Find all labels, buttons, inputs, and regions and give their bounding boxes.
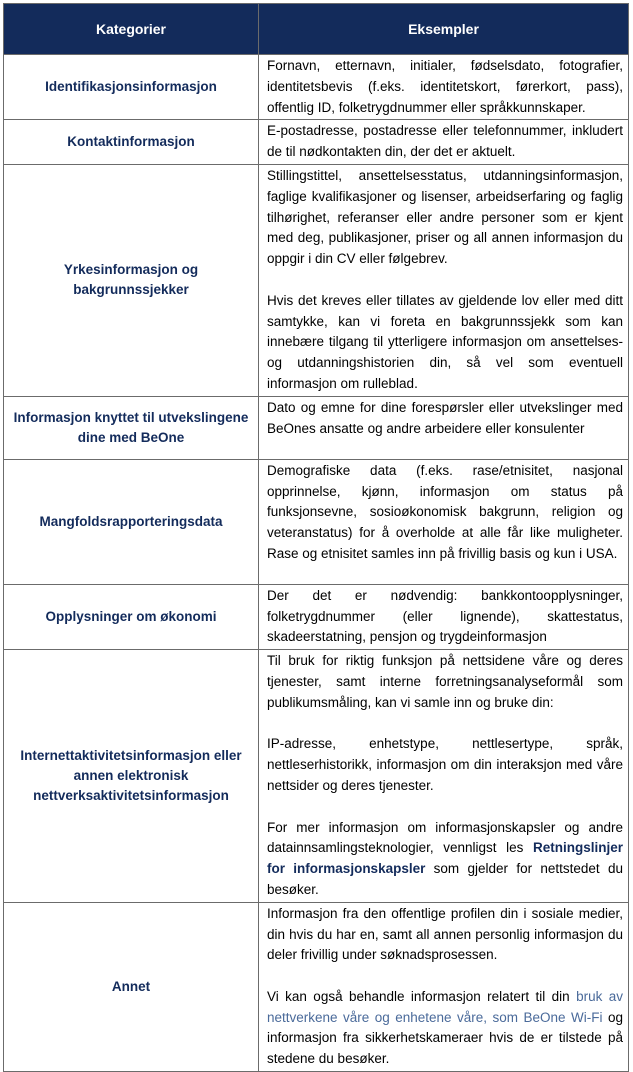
examples-text: IP-adresse, enhetstype, nettlesertype, språk, nettleserhistorikk, informasjon om din interaksjon med våre nettsider og deres tjenester. <box>267 736 623 793</box>
table-row <box>4 396 629 459</box>
table-row <box>4 55 629 120</box>
table-header-row <box>4 4 629 55</box>
examples-text-part: For mer informasjon om informasjonskapsler og andre datainnsamlingsteknologier, vennligst les <box>267 819 623 856</box>
category-cell: Mangfoldsrapporteringsdata <box>4 459 259 584</box>
category-cell: Annet <box>4 902 259 1071</box>
table-row <box>4 164 629 396</box>
category-cell: Identifikasjonsinformasjon <box>4 55 259 120</box>
examples-cell <box>259 902 629 1071</box>
examples-text: Stillingstittel, ansettelsesstatus, utdanningsinformasjon, faglige kvalifikasjoner og lisenser, arbeidserfaring og faglig tilhørighet, referanser eller andre personer som er kjent med deg, publikasjoner, priser og all annen informasjon du oppgir i din CV eller følgebrev. <box>267 167 623 267</box>
examples-text: Dato og emne for dine forespørsler eller utvekslinger med BeOnes ansatte og andre arbeidere eller konsulenter <box>267 399 623 436</box>
category-cell: Opplysninger om økonomi <box>4 584 259 649</box>
examples-text: Informasjon fra den offentlige profilen din i sosiale medier, din hvis du har en, samt all annen personlig informasjon du deler frivillig under søknadsprosessen. <box>267 905 623 963</box>
examples-cell <box>259 584 629 649</box>
examples-text: E-postadresse, postadresse eller telefonnummer, inkludert de til nødkontakten din, der det er aktuelt. <box>267 123 623 160</box>
header-examples: Eksempler <box>259 4 629 55</box>
network-usage-text: bruk av nettverkene våre og enhetene våre, som BeOne Wi-Fi <box>267 988 623 1025</box>
category-cell: Kontaktinformasjon <box>4 120 259 165</box>
table-row <box>4 459 629 584</box>
examples-cell <box>259 164 629 396</box>
examples-cell <box>259 120 629 165</box>
header-categories: Kategorier <box>4 4 259 55</box>
table-row <box>4 120 629 165</box>
examples-text-part: som gjelder for nettstedet du besøker. <box>267 861 623 897</box>
examples-cell <box>259 650 629 903</box>
examples-text <box>267 818 623 901</box>
cookie-policy-link[interactable]: Retningslinjer for informasjonskapsler <box>267 840 623 877</box>
examples-text: Der det er nødvendig: bankkontoopplysninger, folketrygdnummer (eller lignende), skattestatus, skadeerstatning, pensjon og trygdeinformasjon <box>267 587 623 645</box>
examples-text: Demografiske data (f.eks. rase/etnisitet, nasjonal opprinnelse, kjønn, informasjon om status på funksjonsevne, sosioøkonomisk bakgrunn, religion og veteranstatus) for å overholde at alle får like muligheter. Rase og etnisitet samles inn på frivillig basis og kun i USA. <box>267 462 623 561</box>
examples-text-part: og informasjon fra sikkerhetskameraer hvis de er tilstede på stedene du besøker. <box>267 1009 623 1067</box>
table-row <box>4 650 629 903</box>
examples-text: Til bruk for riktig funksjon på nettsidene våre og deres tjenester, samt interne forretningsanalyseformål som publikumsmåling, kan vi samle inn og bruke din: <box>267 653 623 710</box>
examples-text: Hvis det kreves eller tillates av gjeldende lov eller med ditt samtykke, kan vi foreta en bakgrunnssjekk som kan innebære tilgang til ytterligere informasjon om ansettelses- og utdanningshistorien din, så vel som eventuell informasjon om rulleblad. <box>267 292 623 391</box>
examples-text-part: Vi kan også behandle informasjon relatert til din <box>267 988 577 1004</box>
examples-text: Fornavn, etternavn, initialer, fødselsdato, fotografier, identitetsbevis (f.eks. identitetskort, førerkort, pass), offentlig ID, folketrygdnummer eller språkkunnskaper. <box>267 58 623 115</box>
examples-cell <box>259 55 629 120</box>
examples-cell <box>259 459 629 584</box>
table-row <box>4 902 629 1071</box>
examples-cell <box>259 396 629 459</box>
data-categories-table <box>3 3 629 1072</box>
category-cell: Yrkesinformasjon og bakgrunnssjekker <box>4 164 259 396</box>
category-cell: Internettaktivitetsinformasjon eller annen elektronisk nettverksaktivitetsinformasjon <box>4 650 259 903</box>
examples-text <box>267 987 623 1070</box>
table-row <box>4 584 629 649</box>
category-cell: Informasjon knyttet til utvekslingene dine med BeOne <box>4 396 259 459</box>
